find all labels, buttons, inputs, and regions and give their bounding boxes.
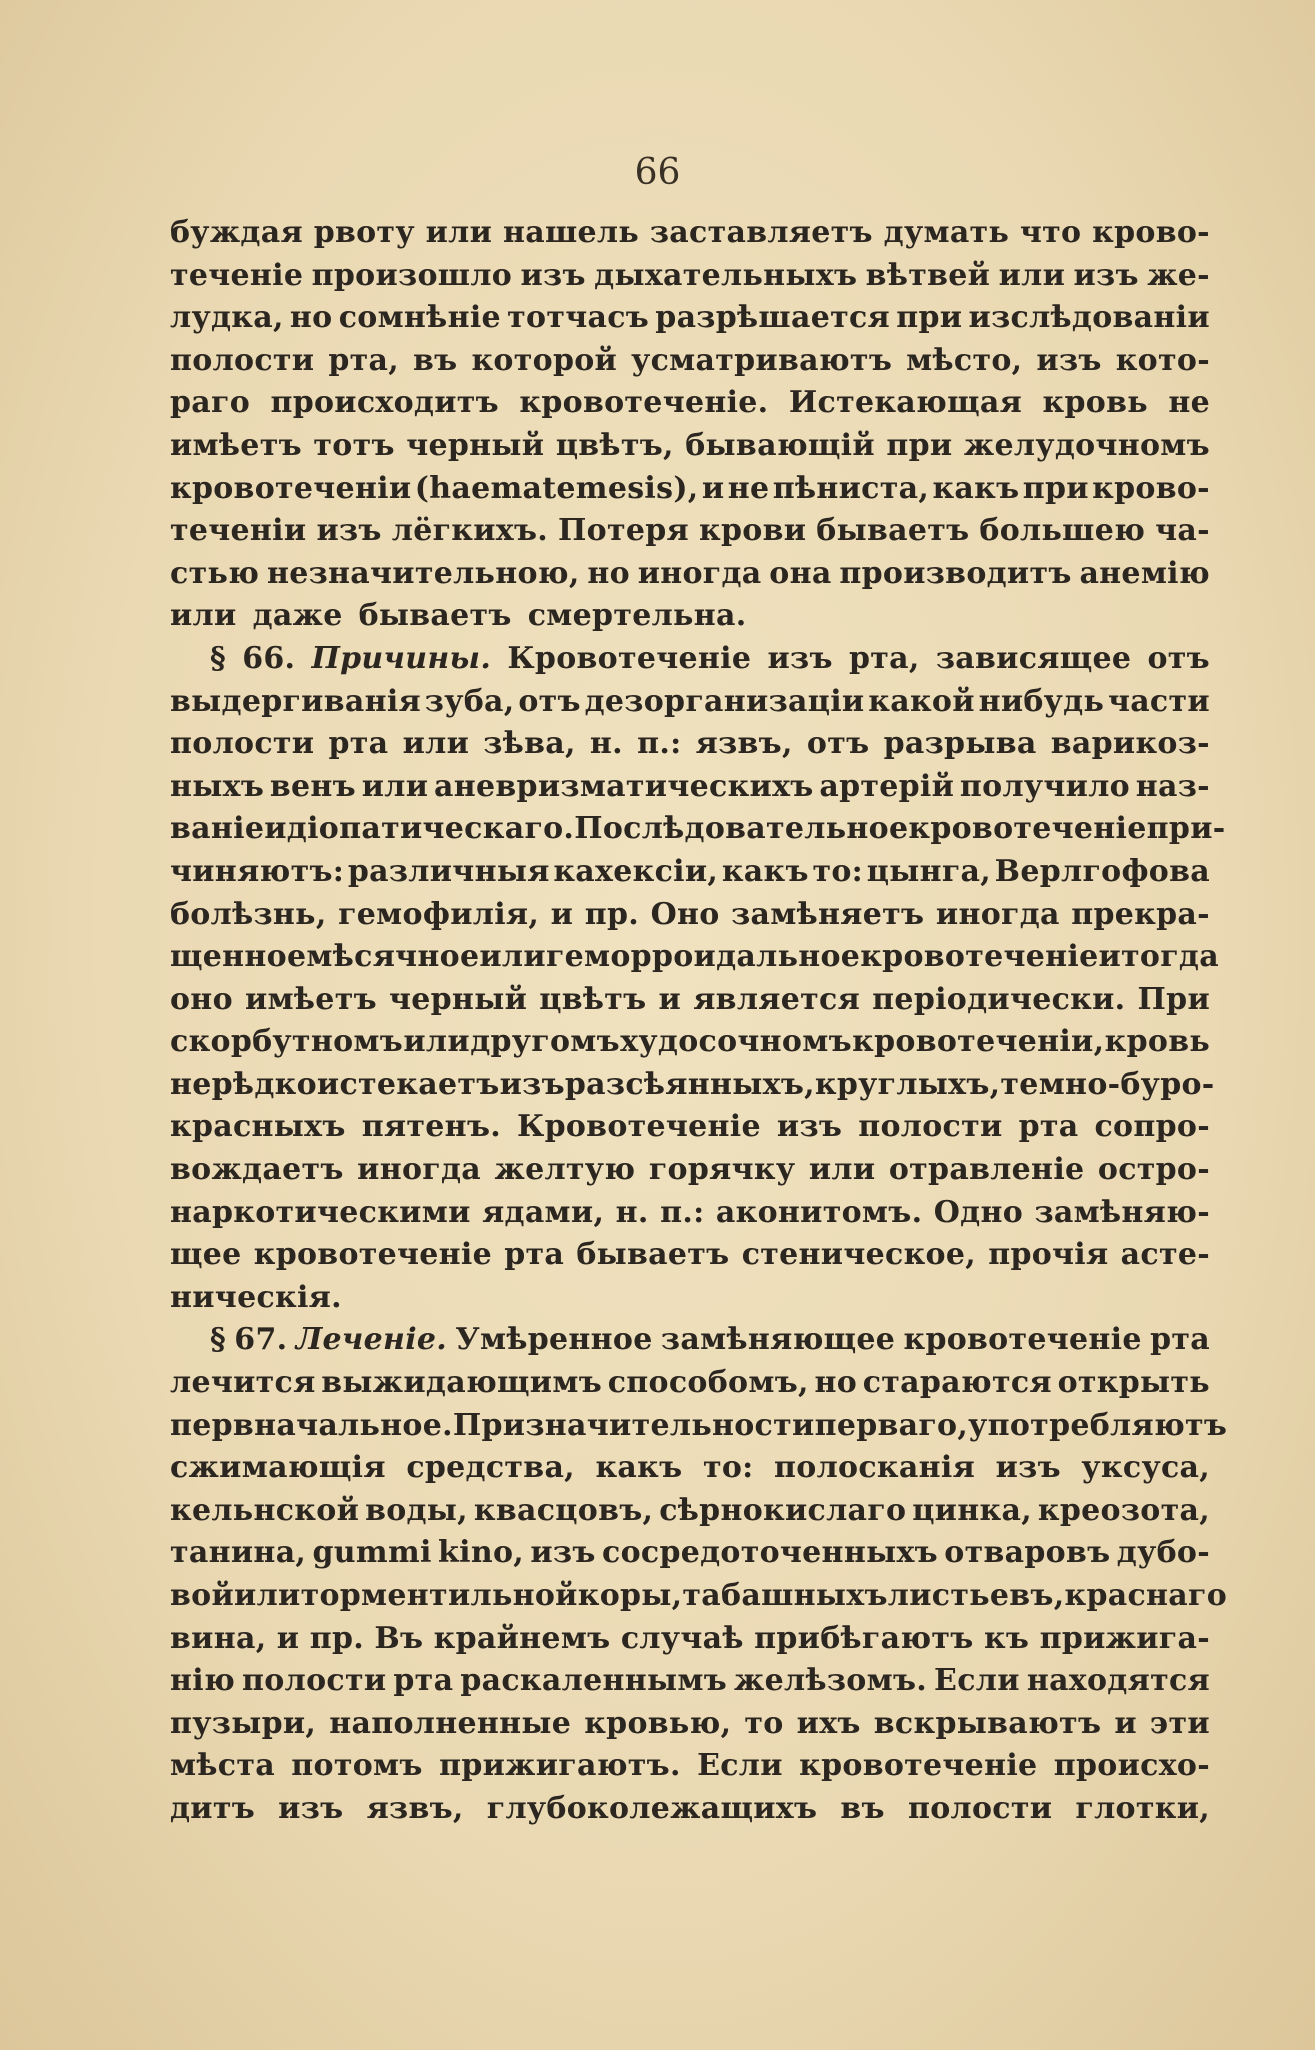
- text-line: вождаетъ иногда желтую горячку или отравленіе остро-: [170, 1152, 1210, 1188]
- text-line: кельнской воды, квасцовъ, сѣрнокислаго цинка, креозота,: [170, 1492, 1210, 1528]
- text-line: § 66. Причины. Кровотеченіе изъ рта, зависящее отъ: [210, 640, 1210, 676]
- text-line: вой или торментильной коры, табашныхъ листьевъ, краснаго: [170, 1578, 1228, 1613]
- text-line: пузыри, наполненные кровью, то ихъ вскрываютъ и эти: [170, 1705, 1210, 1741]
- text-line: ваніе идіопатическаго. Послѣдовательное кровотеченіе при-: [170, 811, 1226, 847]
- text-line: теченіи изъ лёгкихъ. Потеря крови бываетъ большею ча-: [170, 513, 1210, 549]
- text-line: первначальное. При значительности перваго, употребляютъ: [170, 1407, 1228, 1443]
- text-line: ническія.: [170, 1279, 342, 1315]
- text-line: полости рта, въ которой усматриваютъ мѣсто, изъ кото-: [170, 342, 1210, 378]
- text-line: имѣетъ тотъ черный цвѣтъ, бывающій при желудочномъ: [170, 427, 1210, 463]
- text-line: щее кровотеченіе рта бываетъ стеническое, прочія асте-: [170, 1237, 1210, 1273]
- text-line: наркотическими ядами, н. п.: аконитомъ. Одно замѣняю-: [170, 1194, 1210, 1230]
- text-line: полости рта или зѣва, н. п.: язвъ, отъ разрыва варикоз-: [170, 726, 1210, 762]
- text-line: нерѣдко истекаетъ изъ разсѣянныхъ, круглыхъ, темно-буро-: [170, 1066, 1215, 1102]
- text-line: дитъ изъ язвъ, глубоколежащихъ въ полости глотки,: [170, 1790, 1210, 1826]
- text-line: красныхъ пятенъ. Кровотеченіе изъ полости рта сопро-: [170, 1109, 1210, 1145]
- text-line: теченіе произошло изъ дыхательныхъ вѣтвей или изъ же-: [170, 257, 1210, 293]
- page-number: 66: [634, 152, 681, 193]
- text-line: § 67. Леченіе. Умѣренное замѣняющее кровотеченіе рта: [210, 1322, 1210, 1358]
- text-line: или даже бываетъ смертельна.: [170, 598, 747, 634]
- text-line: щенное мѣсячное или геморроидальное кровотеченіе и тогда: [170, 939, 1219, 975]
- text-line: лечится выжидающимъ способомъ, но стараются открыть: [170, 1365, 1210, 1401]
- text-line: выдергиванія зуба, отъ дезорганизаціи какой нибудь части: [170, 683, 1210, 719]
- body-text: [170, 215, 1228, 1834]
- text-line: болѣзнь, гемофилія, и пр. Оно замѣняетъ иногда прекра-: [170, 896, 1210, 932]
- text-line: чиняютъ: различныя кахексіи, какъ то: цынга, Верлгофова: [170, 853, 1210, 889]
- text-line: лудка, но сомнѣніе тотчасъ разрѣшается при изслѣдованіи: [170, 300, 1210, 336]
- text-line: танина, gummi kino, изъ сосредоточенныхъ отваровъ дубо-: [170, 1535, 1210, 1571]
- text-line: раго происходитъ кровотеченіе. Истекающая кровь не: [170, 385, 1210, 421]
- text-line: стью незначительною, но иногда она производитъ анемію: [170, 555, 1210, 591]
- text-line: кровотеченіи (haematemesis), и не пѣниста, какъ при крово-: [170, 470, 1210, 506]
- text-line: буждая рвоту или нашель заставляетъ думать что крово-: [170, 215, 1210, 250]
- text-line: скорбутномъ или другомъ худосочномъ кровотеченіи, кровь: [170, 1024, 1210, 1060]
- text-line: вина, и пр. Въ крайнемъ случаѣ прибѣгаютъ къ прижига-: [170, 1620, 1210, 1656]
- text-line: оно имѣетъ черный цвѣтъ и является періодически. При: [170, 981, 1210, 1017]
- text-line: нію полости рта раскаленнымъ желѣзомъ. Если находятся: [170, 1663, 1210, 1699]
- text-line: сжимающія средства, какъ то: полосканія изъ уксуса,: [170, 1450, 1210, 1486]
- text-line: мѣста потомъ прижигаютъ. Если кровотеченіе происхо-: [170, 1748, 1210, 1784]
- text-line: ныхъ венъ или аневризматическихъ артерій получило наз-: [170, 768, 1210, 804]
